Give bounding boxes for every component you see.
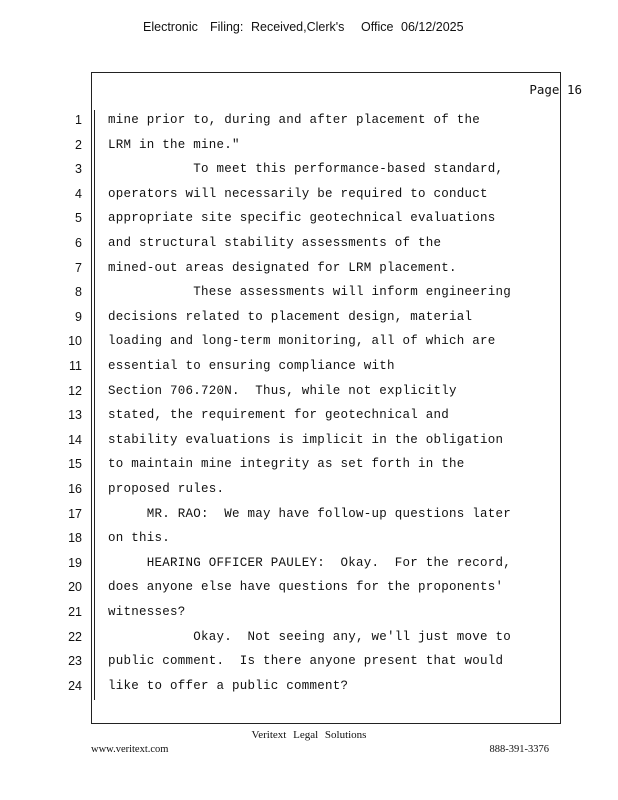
line-number: 14 xyxy=(68,432,82,447)
footer-phone: 888-391-3376 xyxy=(489,744,549,755)
line-text: like to offer a public comment? xyxy=(108,678,349,693)
transcript-line xyxy=(0,110,618,135)
transcript-line xyxy=(0,135,618,160)
line-number: 1 xyxy=(75,113,82,127)
line-text: and structural stability assessments of the xyxy=(108,236,442,250)
line-text: on this. xyxy=(108,531,171,546)
line-number: 23 xyxy=(68,654,82,669)
transcript-line xyxy=(0,307,618,332)
line-number: 18 xyxy=(68,531,82,546)
transcript-line xyxy=(0,528,618,553)
line-text: to maintain mine integrity as set forth in the xyxy=(108,457,465,472)
line-number: 13 xyxy=(68,408,82,423)
line-number: 10 xyxy=(68,334,82,349)
line-text: stability evaluations is implicit in the obligation xyxy=(108,432,504,447)
line-number: 6 xyxy=(75,236,82,250)
transcript-line xyxy=(0,504,618,529)
line-number: 24 xyxy=(68,678,82,693)
header-date: 06/12/2025 xyxy=(401,20,464,34)
transcript-line xyxy=(0,184,618,209)
line-number: 11 xyxy=(69,359,82,373)
page-number: Page 16 xyxy=(529,82,582,97)
transcript-line xyxy=(0,159,618,184)
line-text: MR. RAO: We may have follow-up questions later xyxy=(108,506,512,521)
transcript-line xyxy=(0,381,618,406)
transcript-line xyxy=(0,676,618,701)
transcript-line xyxy=(0,405,618,430)
header-word-office: Office xyxy=(361,20,394,34)
line-text: To meet this performance-based standard, xyxy=(108,162,504,177)
transcript-line xyxy=(0,233,618,258)
header-word-received: Received,Clerk's xyxy=(251,20,345,34)
transcript-line xyxy=(0,430,618,455)
line-text: These assessments will inform engineering xyxy=(108,285,512,300)
footer-website: www.veritext.com xyxy=(91,744,169,755)
line-text: decisions related to placement design, material xyxy=(108,309,473,324)
line-text: public comment. Is there anyone present that would xyxy=(108,654,504,669)
transcript-line xyxy=(0,331,618,356)
line-text: loading and long-term monitoring, all of which are xyxy=(108,334,496,349)
line-text: proposed rules. xyxy=(108,482,225,496)
line-text: does anyone else have questions for the proponents' xyxy=(108,580,504,595)
header-word-filing: Filing: xyxy=(210,20,244,34)
transcript-line xyxy=(0,602,618,627)
line-number: 3 xyxy=(75,162,82,177)
footer-company: Veritext Legal Solutions xyxy=(251,729,367,741)
line-text: LRM in the mine." xyxy=(108,137,240,152)
line-number: 8 xyxy=(75,285,82,300)
line-number: 4 xyxy=(75,186,82,201)
line-number: 20 xyxy=(68,580,82,595)
transcript-line xyxy=(0,651,618,676)
line-number: 19 xyxy=(68,555,82,570)
line-number: 5 xyxy=(75,211,82,226)
transcript-line xyxy=(0,627,618,652)
line-number: 15 xyxy=(68,457,82,472)
line-text: witnesses? xyxy=(108,605,186,619)
header-word-electronic: Electronic xyxy=(143,20,198,34)
line-text: operators will necessarily be required to conduct xyxy=(108,186,488,201)
transcript-line xyxy=(0,553,618,578)
line-text: Section 706.720N. Thus, while not explicitly xyxy=(108,383,457,398)
transcript-line xyxy=(0,479,618,504)
transcript-line xyxy=(0,577,618,602)
transcript-line xyxy=(0,356,618,381)
transcript-line xyxy=(0,258,618,283)
line-text: mine prior to, during and after placement of the xyxy=(108,113,481,127)
line-number: 21 xyxy=(68,605,82,619)
line-number: 22 xyxy=(68,629,82,644)
line-number: 9 xyxy=(75,309,82,324)
line-text: essential to ensuring compliance with xyxy=(108,359,395,373)
transcript-line xyxy=(0,282,618,307)
line-text: mined-out areas designated for LRM placement. xyxy=(108,260,457,275)
transcript-line xyxy=(0,454,618,479)
line-number: 2 xyxy=(75,137,82,152)
line-text: stated, the requirement for geotechnical and xyxy=(108,408,450,423)
line-number: 17 xyxy=(68,506,82,521)
line-number: 12 xyxy=(68,383,82,398)
line-number: 7 xyxy=(75,260,82,275)
transcript-line xyxy=(0,208,618,233)
line-text: appropriate site specific geotechnical evaluations xyxy=(108,211,496,226)
line-text: Okay. Not seeing any, we'll just move to xyxy=(108,629,512,644)
line-number: 16 xyxy=(68,482,82,496)
line-text: HEARING OFFICER PAULEY: Okay. For the record, xyxy=(108,555,512,570)
